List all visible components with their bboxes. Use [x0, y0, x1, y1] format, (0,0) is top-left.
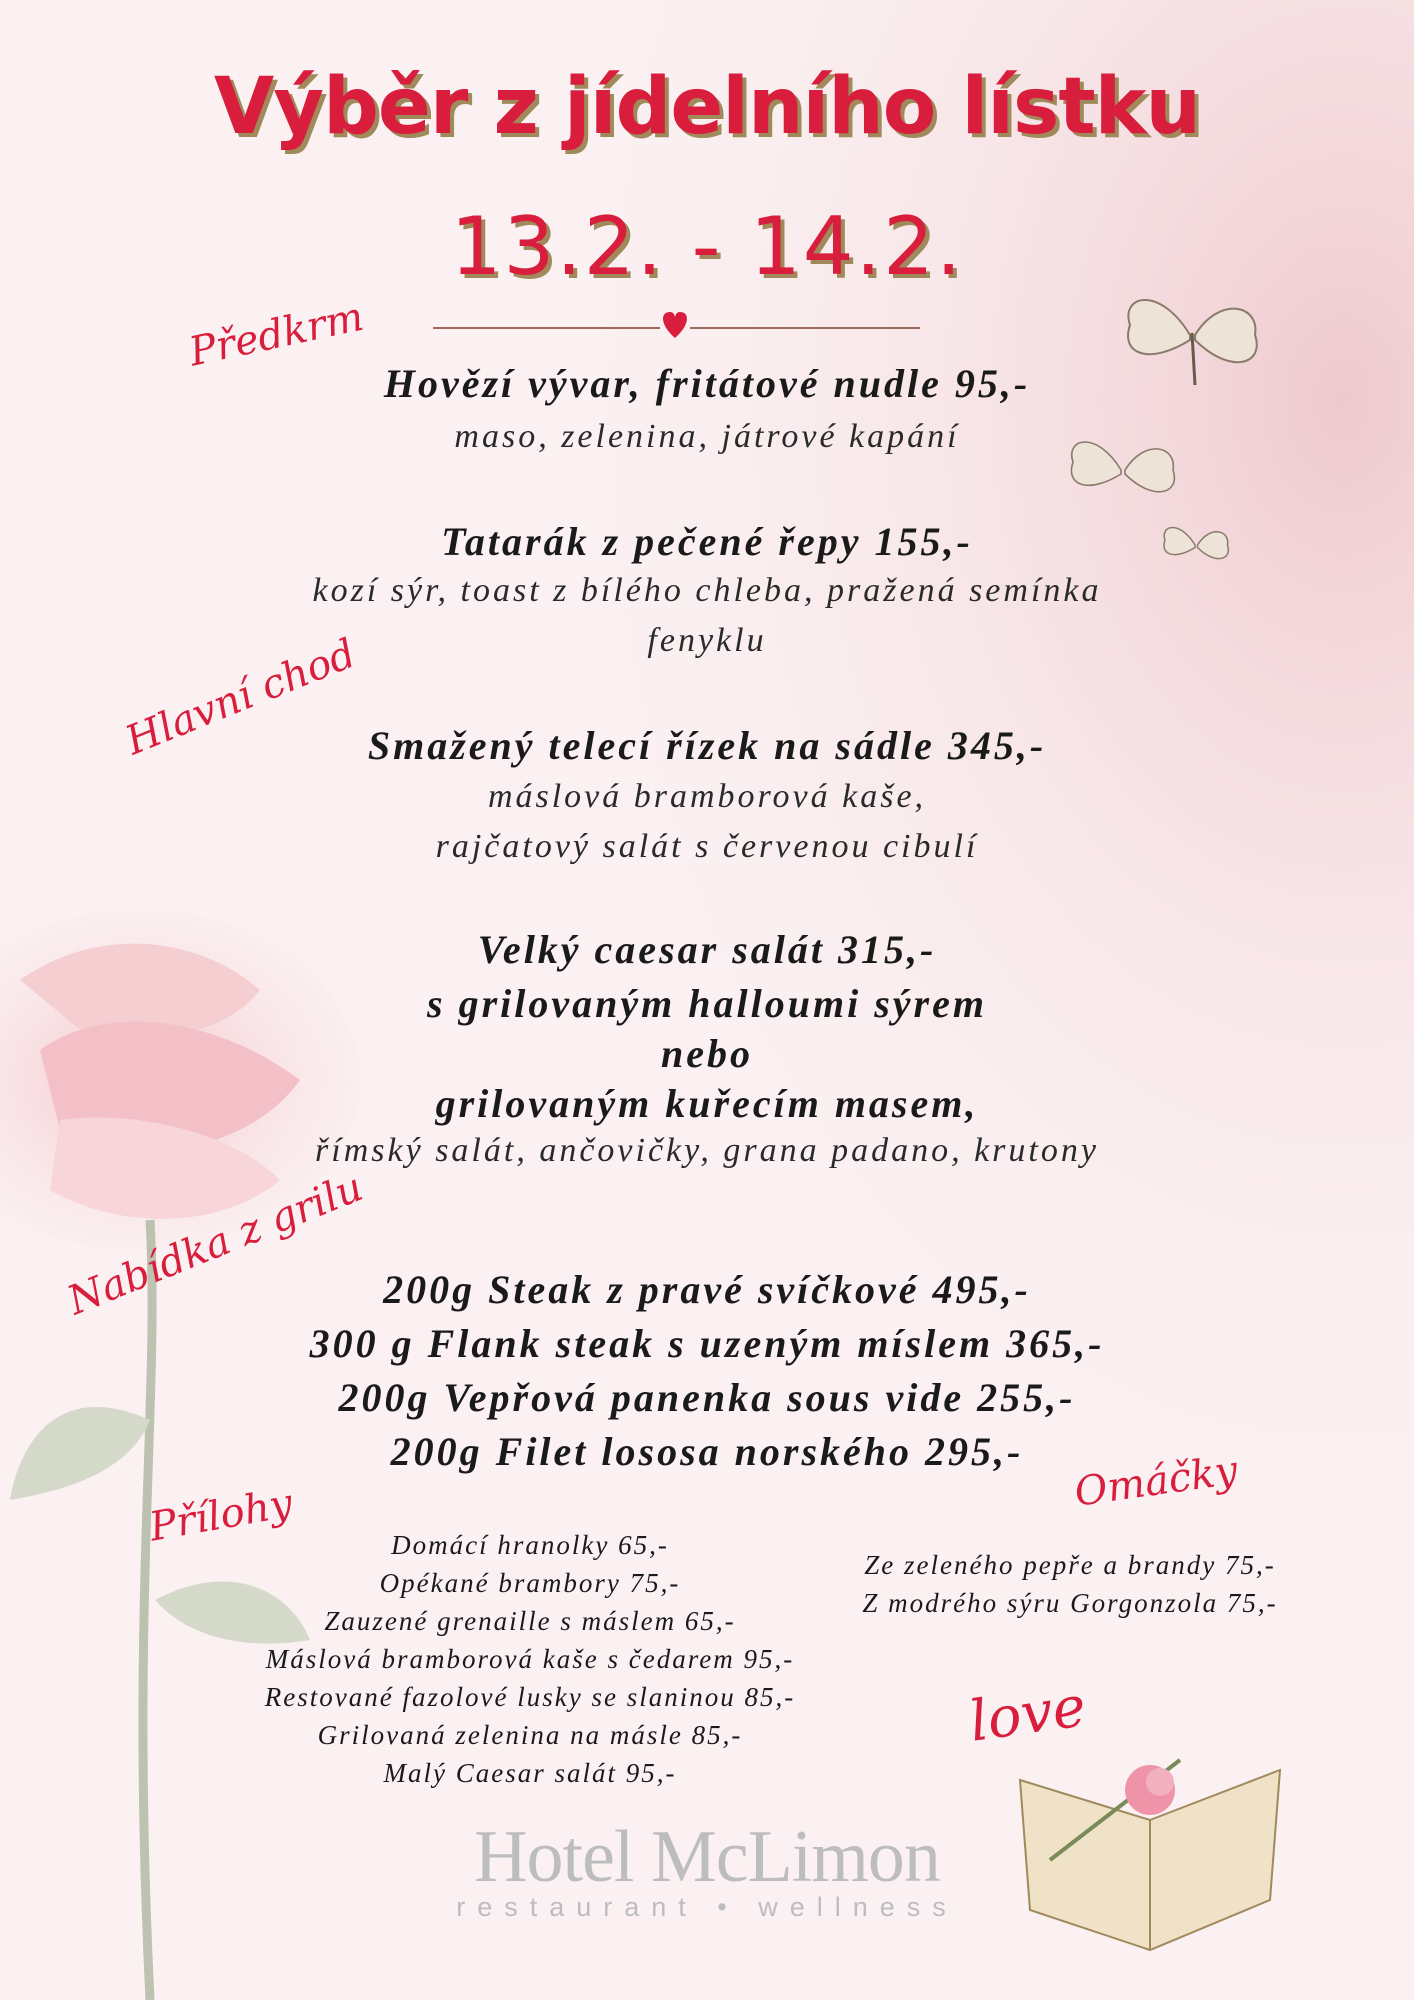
side-item: Opékané brambory 75,-	[379, 1568, 681, 1598]
dish-description: kozí sýr, toast z bílého chleba, pražená semínka	[312, 572, 1102, 609]
side-item: Grilovaná zelenina na másle 85,-	[317, 1720, 743, 1750]
side-item: Máslová bramborová kaše s čedarem 95,-	[265, 1644, 795, 1674]
dish-name: Hovězí vývar, fritátové nudle 95,-	[383, 361, 1031, 406]
section-label-starter: Předkrm	[185, 293, 368, 376]
dish-name: Smažený telecí řízek na sádle 345,-	[367, 723, 1047, 768]
side-item: Malý Caesar salát 95,-	[383, 1758, 677, 1788]
sauce-item: Ze zeleného pepře a brandy 75,-	[864, 1550, 1276, 1580]
dish-description: římský salát, ančovičky, grana padano, krutony	[315, 1132, 1099, 1169]
dish-line: nebo	[661, 1031, 753, 1076]
love-script: love	[965, 1674, 1090, 1755]
section-label-sides: Přílohy	[146, 1480, 296, 1551]
side-item: Restované fazolové lusky se slaninou 85,-	[264, 1682, 796, 1712]
menu-dates: 13.2. - 14.2.	[450, 200, 964, 293]
dish-name: Velký caesar salát 315,-	[477, 927, 937, 972]
grill-item: 200g Vepřová panenka sous vide 255,-	[338, 1375, 1076, 1420]
sauce-item: Z modrého sýru Gorgonzola 75,-	[862, 1588, 1278, 1618]
grill-item: 200g Steak z pravé svíčkové 495,-	[383, 1267, 1031, 1312]
section-label-main: Hlavní chod	[119, 630, 363, 765]
dish-description: máslová bramborová kaše,	[487, 778, 927, 815]
dish-description: fenyklu	[647, 622, 767, 659]
hotel-logo-name: Hotel McLimon	[474, 1816, 940, 1898]
section-label-grill: Nabídka z grilu	[61, 1164, 370, 1325]
dish-description: maso, zelenina, játrové kapání	[454, 418, 960, 455]
hotel-logo	[0, 1815, 1414, 1923]
hotel-logo-tagline: restaurant • wellness	[456, 1892, 958, 1922]
section-label-sauces: Omáčky	[1071, 1447, 1241, 1516]
dish-name: Tatarák z pečené řepy 155,-	[441, 519, 973, 564]
dish-line: grilovaným kuřecím masem,	[435, 1081, 979, 1126]
dish-description: rajčatový salát s červenou cibulí	[435, 828, 979, 865]
grill-item: 300 g Flank steak s uzeným míslem 365,-	[309, 1321, 1105, 1366]
side-item: Domácí hranolky 65,-	[391, 1530, 669, 1560]
dish-line: s grilovaným halloumi sýrem	[427, 981, 987, 1026]
grill-item: 200g Filet lososa norského 295,-	[390, 1429, 1024, 1474]
menu-title: Výběr z jídelního lístku	[213, 62, 1201, 152]
side-item: Zauzené grenaille s máslem 65,-	[324, 1606, 736, 1636]
